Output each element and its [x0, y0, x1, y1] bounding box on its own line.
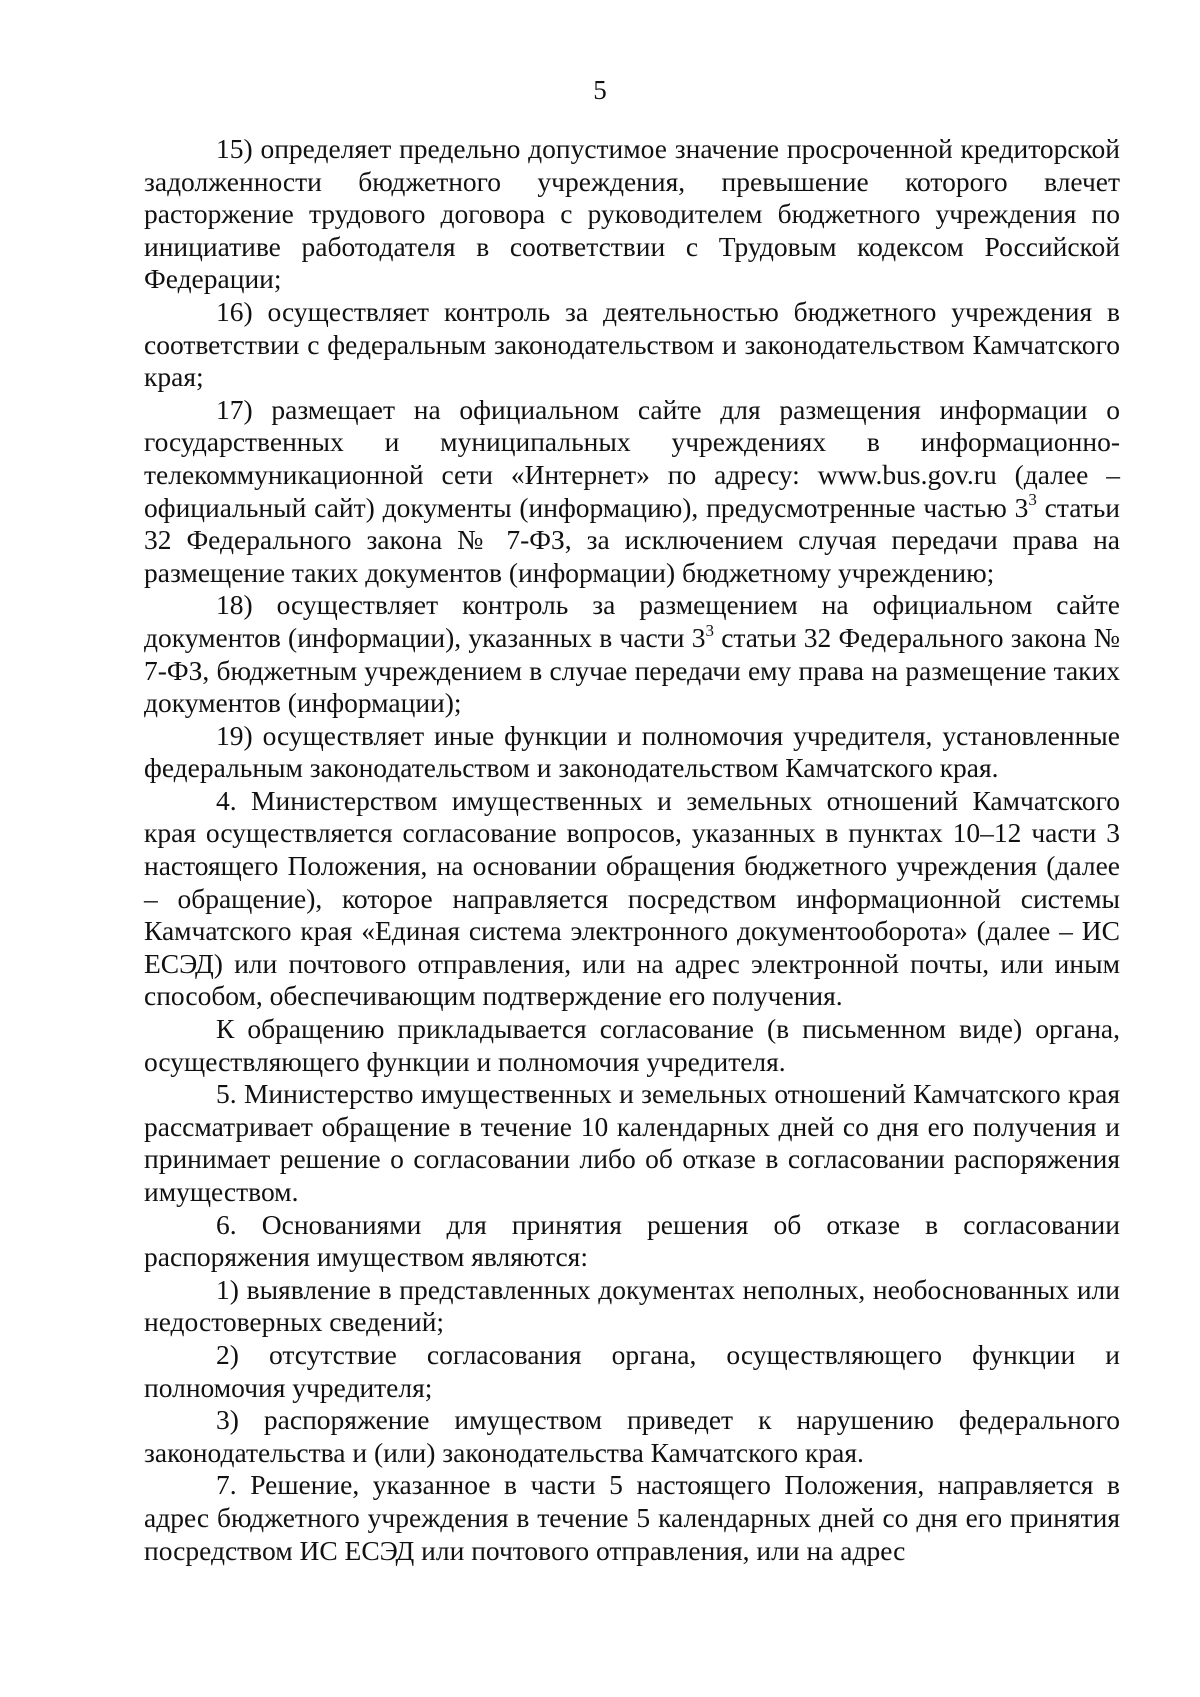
superscript-3: 3: [1028, 490, 1037, 510]
paragraph-item-19: 19) осуществляет иные функции и полномочия учредителя, установленные федеральным законодательством и законодательством Камчатского края.: [144, 719, 1120, 784]
paragraph-item-17: [144, 394, 1120, 590]
section-4-attachment-note: К обращению прикладывается согласование (в письменном виде) органа, осуществляющего функции и полномочия учредителя.: [144, 1013, 1120, 1077]
paragraph-item-16: 16) осуществляет контроль за деятельностью бюджетного учреждения в соответствии с федеральным законодательством и законодательством Камчатского края;: [144, 295, 1120, 393]
superscript-3: 3: [705, 620, 714, 640]
page-number: 5: [593, 75, 607, 105]
section-6-item-3: 3) распоряжение имуществом приведет к нарушению федерального законодательства и (или) законодательства Камчатского края.: [144, 1404, 1120, 1468]
section-6-item-2: 2) отсутствие согласования органа, осуществляющего функции и полномочия учредителя;: [144, 1338, 1120, 1403]
paragraph-item-18-text-end: статьи 32 Федерального закона № 7-ФЗ, бюджетным учреждением в случае передачи ему права на размещение таких документов (информации);: [144, 621, 1120, 719]
section-6-item-1: 1) выявление в представленных документах неполных, необоснованных или недостоверных сведений;: [144, 1273, 1120, 1338]
paragraph-item-17-text-start: 17) размещает на официальном сайте для размещения информации о государственных и муниципальных учреждениях в информационно-телекоммуникационной сети «Интернет» по адресу: www.bus.gov.ru (далее – официальный сайт) документы (информацию), предусмотренные частью 3: [144, 393, 1120, 523]
section-6: 6. Основаниями для принятия решения об отказе в согласовании распоряжения имуществом являются:: [144, 1208, 1120, 1273]
section-5: 5. Министерство имущественных и земельных отношений Камчатского края рассматривает обращение в течение 10 календарных дней со дня его получения и принимает решение о согласовании либо об отказе в согласовании распоряжения имуществом.: [144, 1078, 1120, 1207]
paragraph-item-18-text-start: 18) осуществляет контроль за размещением на официальном сайте документов (информации), указанных в части 3: [144, 589, 1120, 653]
section-7: 7. Решение, указанное в части 5 настоящего Положения, направляется в адрес бюджетного учреждения в течение 5 календарных дней со дня его принятия посредством ИС ЕСЭД или почтового отправления, или на адрес: [144, 1469, 1120, 1566]
document-body: [144, 133, 1120, 1567]
paragraph-item-18: [144, 589, 1120, 719]
paragraph-item-15: 15) определяет предельно допустимое значение просроченной кредиторской задолженности бюджетного учреждения, превышение которого влечет расторжение трудового договора с руководителем бюджетного учреждения по инициативе работодателя в соответствии с Трудовым кодексом Российской Федерации;: [144, 133, 1120, 295]
section-4: 4. Министерством имущественных и земельных отношений Камчатского края осуществляется согласование вопросов, указанных в пунктах 10–12 части 3 настоящего Положения, на основании обращения бюджетного учреждения (далее – обращение), которое направляется посредством информационной системы Камчатского края «Единая система электронного документооборота» (далее – ИС ЕСЭД) или почтового отправления, или на адрес электронной почты, или иным способом, обеспечивающим подтверждение его получения.: [144, 784, 1120, 1012]
paragraph-item-17-text-end: статьи 32 Федерального закона № 7-ФЗ, за исключением случая передачи права на размещение таких документов (информации) бюджетному учреждению;: [144, 491, 1120, 588]
